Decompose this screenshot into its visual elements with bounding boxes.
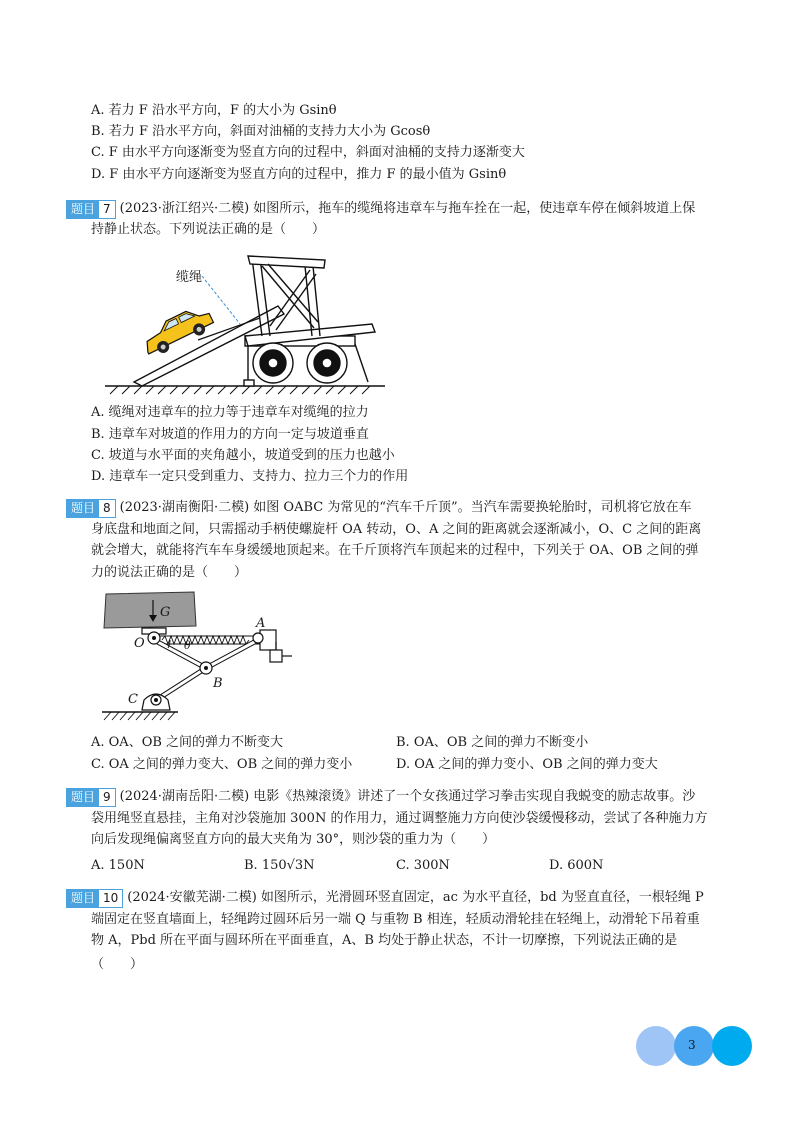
question-7-option-a: A. 缆绳对违章车的拉力等于违章车对缆绳的拉力 — [91, 405, 369, 420]
question-7-option-b: B. 违章车对坡道的作用力的方向一定与坡道垂直 — [91, 427, 369, 442]
question-8-stem-line-2: 身底盘和地面之间，只需摇动手柄使螺旋杆 OA 转动，O、A 之间的距离就会逐渐减小，O、C 之间的距离 — [91, 522, 702, 537]
question-tag-label: 题目 — [67, 201, 99, 218]
page-number-badge — [636, 1026, 754, 1068]
label-c: C — [128, 692, 138, 707]
question-9-option-b: B. 150√3N — [244, 858, 315, 873]
question-8-option-b: B. OA、OB 之间的弹力不断变小 — [396, 735, 589, 750]
question-tag — [66, 200, 116, 219]
prev-option-b: B. 若力 F 沿水平方向，斜面对油桶的支持力大小为 Gcosθ — [91, 124, 431, 139]
question-8-stem-line-1: (2023·湖南衡阳·二模) 如图 OABC 为常见的“汽车千斤顶”。当汽车需要换轮胎时，司机将它放在车 — [119, 500, 692, 515]
question-7-header — [66, 199, 695, 219]
label-theta: θ — [184, 639, 191, 652]
question-10-stem-line-2: 端固定在竖直墙面上，轻绳跨过圆环后另一端 Q 与重物 B 相连，轻质动滑轮挂在轻绳上，动滑轮下吊着重 — [91, 912, 700, 927]
question-7-option-d: D. 违章车一定只受到重力、支持力、拉力三个力的作用 — [91, 469, 409, 484]
question-tag-label: 题目 — [67, 789, 99, 806]
label-o: O — [134, 636, 145, 651]
question-7-option-c: C. 坡道与水平面的夹角越小，坡道受到的压力也越小 — [91, 448, 395, 463]
question-tag — [66, 788, 116, 807]
question-number: 7 — [103, 201, 111, 216]
question-9-option-a: A. 150N — [91, 858, 145, 873]
question-9-stem-line-1: (2024·湖南岳阳·二模) 电影《热辣滚烫》讲述了一个女孩通过学习拳击实现自我蜕变的励志故事。沙 — [119, 789, 696, 804]
prev-option-a: A. 若力 F 沿水平方向，F 的大小为 Gsinθ — [91, 103, 337, 118]
question-tag — [66, 889, 123, 908]
question-9-stem-line-2: 袋用绳竖直悬挂，主角对沙袋施加 300N 的作用力，通过调整施力方向使沙袋缓慢移动，尝试了各种施力方 — [91, 811, 708, 826]
prev-option-d: D. F 由水平方向逐渐变为竖直方向的过程中，推力 F 的最小值为 Gsinθ — [91, 167, 507, 182]
tow-truck-figure — [100, 248, 390, 396]
question-10-stem-line-3: 物 A，Pbd 所在平面与圆环所在平面垂直，A、B 均处于静止状态，不计一切摩擦，下列说法正确的是 — [91, 933, 678, 948]
question-tag-label: 题目 — [67, 890, 99, 907]
decor-dot-left — [636, 1026, 676, 1066]
question-7-stem-line-1: (2023·浙江绍兴·二模) 如图所示，拖车的缆绳将违章车与拖车拴在一起，使违章车停在倾斜坡道上保 — [119, 201, 696, 216]
question-tag — [66, 499, 116, 518]
question-number: 10 — [103, 890, 119, 905]
question-8-option-c: C. OA 之间的弹力变大、OB 之间的弹力变小 — [91, 757, 353, 772]
page-number: 3 — [688, 1038, 696, 1052]
question-8-stem-line-3: 就会增大，就能将汽车车身缓缓地顶起来。在千斤顶将汽车顶起来的过程中，下列关于 OA、OB 之间的弹 — [91, 543, 699, 558]
question-9-stem-line-3: 向后发现绳偏离竖直方向的最大夹角为 30°，则沙袋的重力为（ ） — [91, 832, 496, 847]
question-9-header — [66, 787, 695, 807]
question-10-stem-line-1: (2024·安徽芜湖·二模) 如图所示，光滑圆环竖直固定，ac 为水平直径，bd 为竖直直径，一根轻绳 P — [127, 890, 704, 905]
prev-option-c: C. F 由水平方向逐渐变为竖直方向的过程中，斜面对油桶的支持力逐渐变大 — [91, 145, 525, 160]
label-b: B — [213, 676, 223, 691]
question-9-option-d: D. 600N — [549, 858, 604, 873]
question-10-header — [66, 888, 704, 908]
question-number: 9 — [103, 789, 111, 804]
question-7-stem-line-2: 持静止状态。下列说法正确的是（ ） — [91, 222, 326, 237]
label-a: A — [256, 616, 266, 631]
label-g: G — [160, 605, 171, 620]
question-8-option-a: A. OA、OB 之间的弹力不断变大 — [91, 735, 284, 750]
question-8-stem-line-4: 力的说法正确的是（ ） — [91, 565, 248, 580]
decor-dot-right — [712, 1026, 752, 1066]
cable-label: 缆绳 — [176, 270, 203, 285]
question-8-option-d: D. OA 之间的弹力变小、OB 之间的弹力变大 — [396, 757, 658, 772]
question-9-option-c: C. 300N — [396, 858, 450, 873]
question-8-header — [66, 498, 692, 518]
question-number: 8 — [103, 500, 111, 515]
question-10-stem-line-4: （ ） — [91, 957, 144, 972]
question-tag-label: 题目 — [67, 500, 99, 517]
